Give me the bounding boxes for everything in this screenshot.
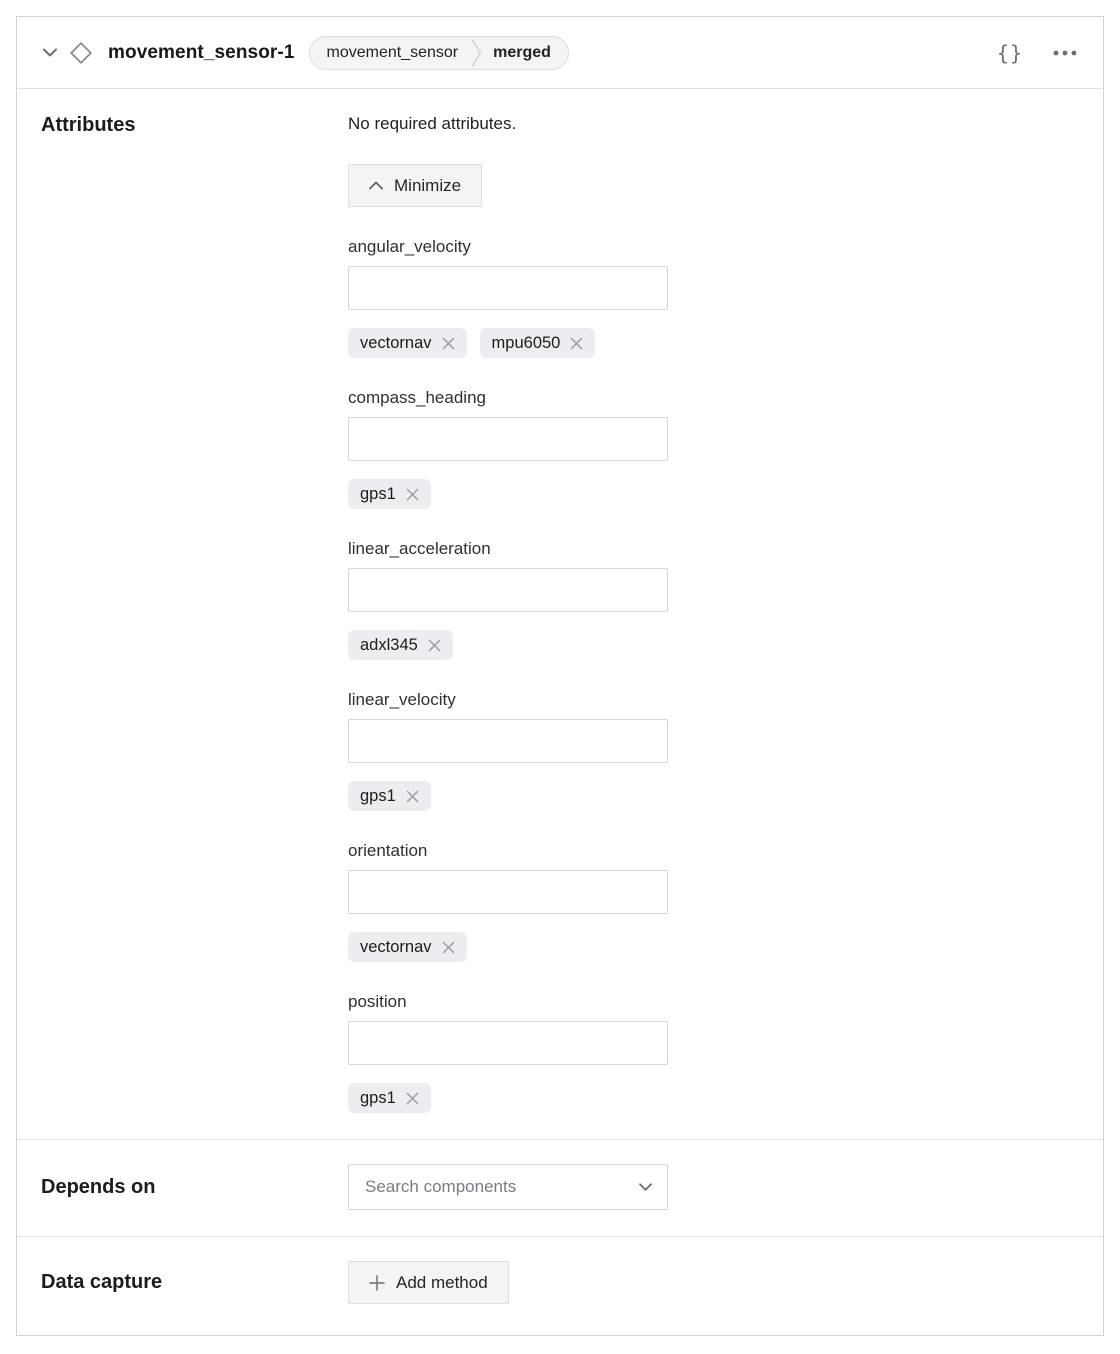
remove-tag-x-icon[interactable] (406, 488, 419, 501)
badge-model-label: merged (493, 43, 551, 61)
attribute-field (348, 388, 1079, 509)
depends-on-section (17, 1139, 1103, 1236)
collapse-chevron-down-icon[interactable] (43, 48, 69, 57)
attribute-tag (348, 932, 467, 962)
add-method-button-label: Add method (396, 1272, 488, 1292)
attribute-tags (348, 932, 1079, 962)
attribute-field-label: compass_heading (348, 388, 486, 407)
attribute-tag-label: mpu6050 (491, 333, 561, 352)
attribute-tags (348, 781, 1079, 811)
json-mode-braces-icon[interactable]: {} (996, 40, 1023, 65)
diamond-component-icon (69, 41, 93, 65)
attribute-tag-label: gps1 (360, 786, 396, 805)
attribute-field-label: angular_velocity (348, 237, 471, 256)
depends-on-section-label: Depends on (41, 1175, 156, 1198)
add-method-button[interactable] (348, 1261, 509, 1304)
attribute-tag (348, 781, 431, 811)
attribute-field (348, 841, 1079, 962)
attribute-tag (480, 328, 596, 358)
component-type-badge (309, 36, 569, 70)
data-capture-section-label: Data capture (41, 1271, 163, 1293)
data-capture-section (17, 1236, 1103, 1330)
attribute-tag-label: adxl345 (360, 635, 418, 654)
remove-tag-x-icon[interactable] (442, 941, 455, 954)
attribute-tag (348, 1083, 431, 1113)
attribute-tag (348, 328, 467, 358)
depends-on-placeholder: Search components (365, 1177, 517, 1196)
remove-tag-x-icon[interactable] (406, 790, 419, 803)
attribute-field (348, 690, 1079, 811)
attribute-tags (348, 1083, 1079, 1113)
minimize-button-label: Minimize (394, 175, 462, 195)
attribute-field (348, 539, 1079, 660)
attribute-tags (348, 630, 1079, 660)
remove-tag-x-icon[interactable] (406, 1092, 419, 1105)
component-title: movement_sensor-1 (108, 41, 295, 63)
attribute-field-label: linear_velocity (348, 690, 456, 709)
no-required-attributes-note: No required attributes. (348, 114, 517, 133)
badge-type-label: movement_sensor (326, 43, 459, 61)
ellipsis-menu-icon[interactable] (1053, 50, 1077, 56)
attribute-field-input[interactable] (348, 870, 668, 914)
plus-icon (369, 1275, 385, 1291)
attribute-tags (348, 479, 1079, 509)
attribute-tag-label: vectornav (360, 333, 432, 352)
chevron-down-icon (639, 1183, 652, 1191)
attribute-tag-label: vectornav (360, 937, 432, 956)
remove-tag-x-icon[interactable] (428, 639, 441, 652)
attribute-field (348, 237, 1079, 358)
remove-tag-x-icon[interactable] (442, 337, 455, 350)
attribute-field-input[interactable] (348, 417, 668, 461)
attribute-field-input[interactable] (348, 568, 668, 612)
attributes-content (348, 113, 1079, 1113)
attribute-field (348, 992, 1079, 1113)
minimize-button[interactable] (348, 164, 482, 207)
remove-tag-x-icon[interactable] (570, 337, 583, 350)
attribute-tag-label: gps1 (360, 484, 396, 503)
attribute-field-input[interactable] (348, 266, 668, 310)
attribute-field-input[interactable] (348, 719, 668, 763)
attribute-tag-label: gps1 (360, 1088, 396, 1107)
attribute-field-label: position (348, 992, 407, 1011)
depends-on-select[interactable] (348, 1164, 668, 1210)
attribute-tags (348, 328, 1079, 358)
attributes-section (17, 89, 1103, 1139)
attribute-tag (348, 630, 453, 660)
attribute-tag (348, 479, 431, 509)
attribute-field-input[interactable] (348, 1021, 668, 1065)
component-card-header (17, 17, 1103, 89)
badge-chevron-right-icon (471, 36, 482, 70)
attribute-field-label: orientation (348, 841, 428, 860)
chevron-up-icon (369, 181, 383, 190)
component-card (16, 16, 1104, 1336)
attributes-section-label: Attributes (41, 114, 136, 136)
attribute-field-label: linear_acceleration (348, 539, 491, 558)
attribute-fields (348, 237, 1079, 1113)
